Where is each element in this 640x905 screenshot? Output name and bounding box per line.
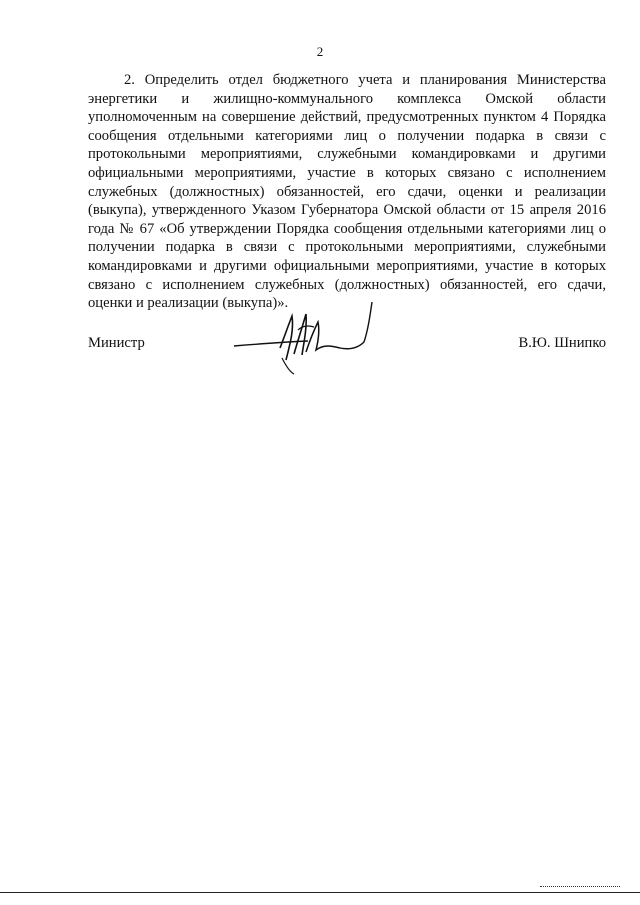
paragraph-2: 2. Определить отдел бюджетного учета и планирования Министерства энергетики и жилищно-коммунального комплекса Омской области уполномоченным на совершение действий, предусмотренных пунктом 4 Порядка сообщения отдельными категориями лиц о получении подарка в связи с протокольными мероприятиями, служебными командировками и другими официальными мероприятиями, участие в которых связано с исполнением служебных (должностных) обязанностей, его сдачи, оценки и реализации (выкупа), утвержденного Указом Губернатора Омской области от 15 апреля 2016 года № 67 «Об утверждении Порядка сообщения отдельными категориями лиц о получении подарка в связи с протокольными мероприятиями, служебными командировками и другими официальными мероприятиями, участие в которых связано с исполнением служебных (должностных) обязанностей, его сдачи, оценки и реализации (выкупа)». (88, 72, 606, 312)
signer-name: В.Ю. Шнипко (518, 335, 606, 351)
signature-block (88, 300, 606, 380)
footer-divider (0, 892, 640, 893)
handwritten-signature (228, 300, 378, 375)
signer-title: Министр (88, 335, 145, 351)
page-number: 2 (316, 44, 324, 59)
footer-dotted-mark (540, 886, 620, 891)
